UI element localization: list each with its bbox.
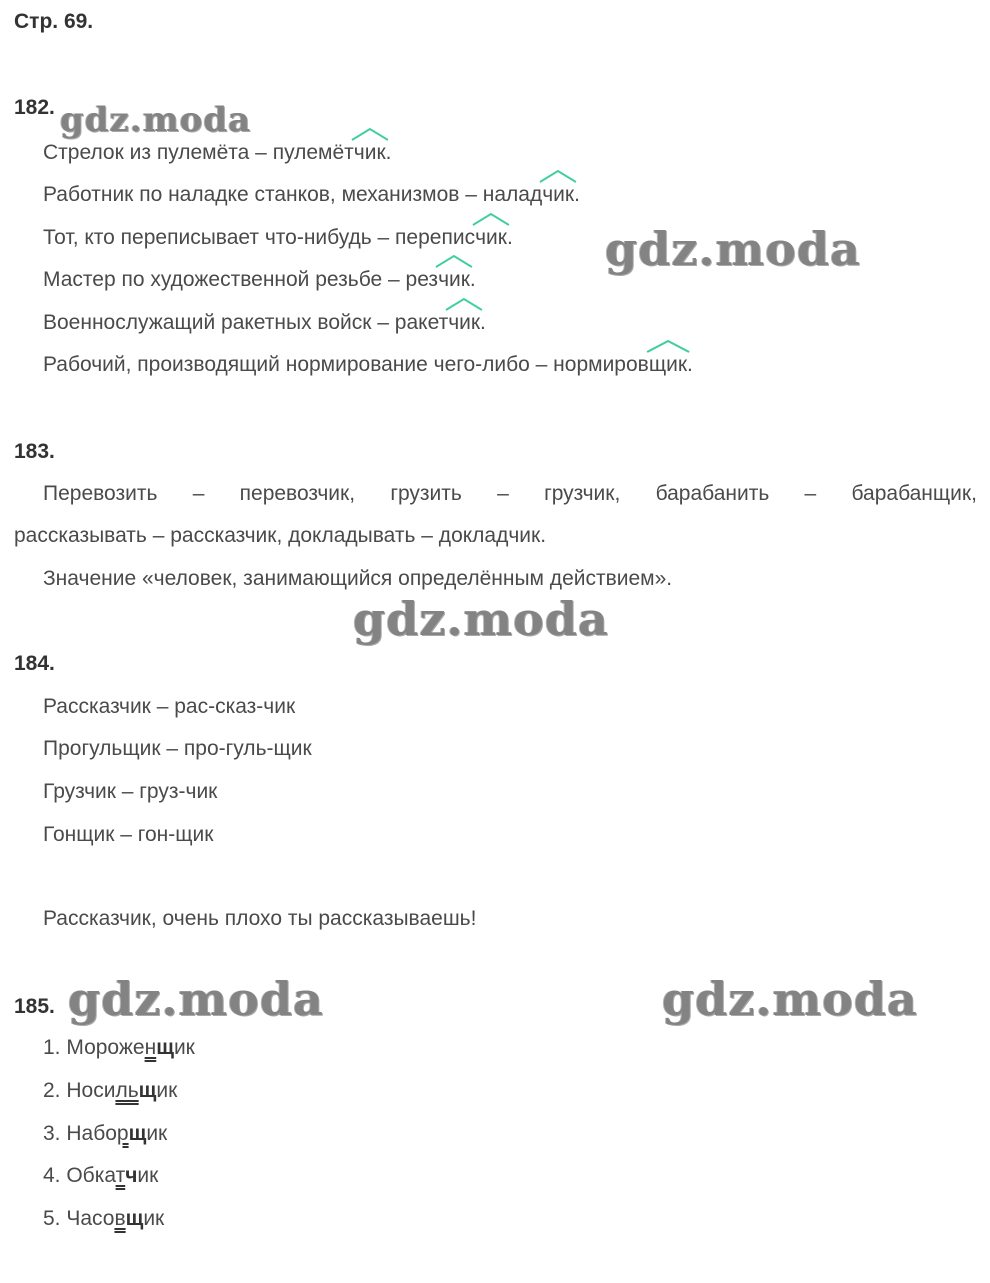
word: барабанить bbox=[655, 482, 770, 505]
suffix-mark: чик bbox=[448, 309, 480, 337]
ex182-line-5 bbox=[43, 309, 486, 337]
page-title: Стр. 69. bbox=[14, 10, 94, 33]
line-end: . bbox=[385, 141, 392, 164]
ex182-line-2 bbox=[43, 181, 580, 209]
ex183-line-2: рассказывать – рассказчик, докладывать – докладчик. bbox=[14, 524, 547, 547]
ex185-item-5: 5. Часовщик bbox=[43, 1207, 165, 1230]
word: перевозчик, bbox=[239, 482, 356, 505]
watermark-logo: gdz.moda bbox=[353, 592, 609, 646]
ex184-line-4: Гонщик – гон-щик bbox=[43, 823, 214, 846]
ex184-sentence: Рассказчик, очень плохо ты рассказываешь! bbox=[43, 907, 477, 930]
line-end: . bbox=[687, 353, 693, 376]
line-stem: Рабочий, производящий нормирование чего-либо – нормиров bbox=[43, 353, 649, 376]
exercise-185-number: 185. bbox=[14, 995, 55, 1018]
ex185-item-3: 3. Наборщик bbox=[43, 1122, 168, 1145]
watermark-logo: gdz.moda bbox=[60, 100, 252, 140]
ex182-line-6 bbox=[43, 351, 693, 379]
ex185-item-4: 4. Обкатчик bbox=[43, 1164, 159, 1187]
line-stem: Военнослужащий ракетных войск – ракет bbox=[43, 311, 449, 334]
watermark-logo: gdz.moda bbox=[662, 972, 918, 1026]
ex185-item-2: 2. Носильщик bbox=[43, 1079, 178, 1102]
line-end: . bbox=[480, 311, 486, 334]
watermark-logo: gdz.moda bbox=[605, 222, 861, 276]
watermark-logo: gdz.moda bbox=[68, 972, 324, 1026]
suffix-mark: щик bbox=[649, 351, 687, 379]
ex184-line-1: Рассказчик – рас-сказ-чик bbox=[43, 695, 296, 718]
line-stem: Тот, кто переписывает что-нибудь – перепис bbox=[43, 226, 476, 249]
word: – bbox=[497, 482, 509, 505]
ex184-line-3: Грузчик – груз-чик bbox=[43, 780, 218, 803]
line-end: . bbox=[574, 183, 580, 206]
suffix-mark: чик bbox=[475, 224, 507, 252]
ex185-item-1: 1. Мороженщик bbox=[43, 1036, 195, 1059]
ex182-line-4 bbox=[43, 266, 476, 294]
suffix-mark: чик bbox=[438, 266, 470, 294]
line-end: . bbox=[469, 268, 476, 291]
line-stem: Стрелок из пулемёта – пулемёт bbox=[43, 141, 354, 164]
word: Перевозить bbox=[43, 482, 158, 505]
line-end: . bbox=[506, 226, 513, 249]
word: – bbox=[192, 482, 205, 505]
line-stem: Работник по наладке станков, механизмов – налад bbox=[43, 183, 543, 206]
ex184-line-2: Прогульщик – про-гуль-щик bbox=[43, 737, 312, 760]
ex182-line-1 bbox=[43, 139, 391, 167]
exercise-183-number: 183. bbox=[14, 440, 55, 463]
word: грузчик, bbox=[544, 482, 621, 505]
ex183-line-1 bbox=[43, 480, 977, 508]
suffix-mark: чик bbox=[354, 139, 386, 167]
word: барабанщик, bbox=[851, 482, 977, 505]
suffix-mark: чик bbox=[542, 181, 574, 209]
word: грузить bbox=[390, 482, 462, 505]
exercise-182-number: 182. bbox=[14, 96, 55, 119]
ex183-line-3: Значение «человек, занимающийся определённым действием». bbox=[43, 567, 673, 590]
line-stem: Мастер по художественной резьбе – рез bbox=[43, 268, 439, 291]
exercise-184-number: 184. bbox=[14, 652, 55, 675]
ex182-line-3 bbox=[43, 224, 513, 252]
word: – bbox=[804, 482, 817, 505]
